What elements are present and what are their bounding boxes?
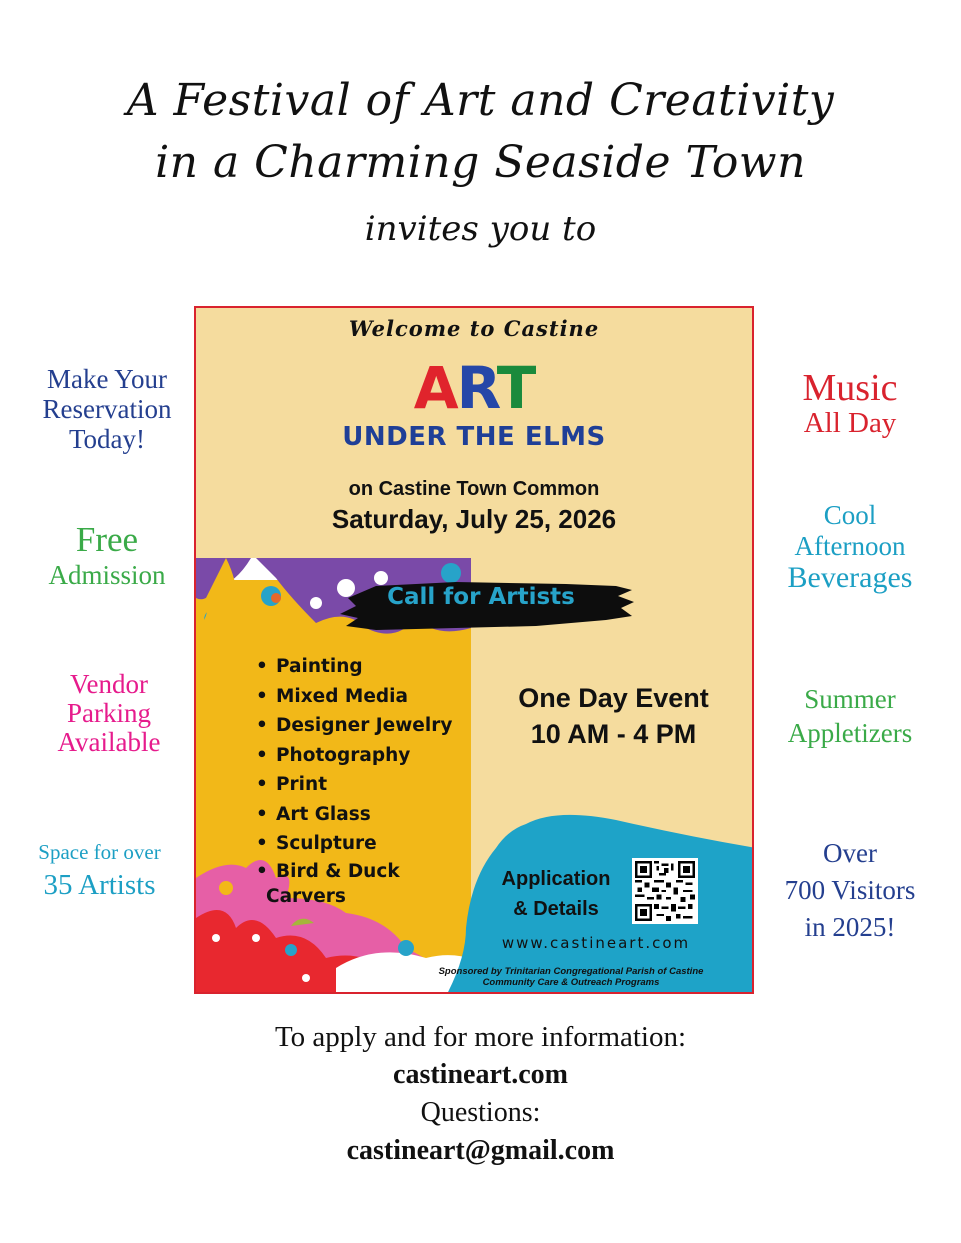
sponsor-line-1: Sponsored by Trinitarian Congregational Parish of Castine [438,966,704,977]
medium-item: • Sculpture [252,829,452,859]
vendor-parking-callout [14,670,204,757]
website-footer-link[interactable]: castineart.com [393,1059,568,1090]
medium-item: • Designer Jewelry [252,711,452,741]
appletizers-label: Appletizers [787,718,913,748]
vendor-line-1: Vendor [70,669,148,699]
artists-count-label: 35 Artists [43,869,156,901]
header [0,70,961,258]
medium-item: • Mixed Media [252,682,452,712]
art-letter-a: A [413,354,457,422]
vendor-line-3: Available [57,727,161,757]
music-callout [755,368,945,438]
beverages-callout [755,500,945,593]
visitors-line-2: 700 Visitors [784,875,916,905]
welcome-heading: Welcome to Castine [348,316,600,341]
reservation-callout [12,364,202,454]
application-line-2: & Details [513,898,599,920]
summer-label: Summer [804,684,896,714]
space-label: Space for over [38,840,161,864]
reservation-line-2: Reservation [42,394,172,424]
apply-info-label: To apply and for more information: [274,1021,687,1053]
header-line-2: in a Charming Seaside Town [155,137,806,188]
header-line-3: invites you to [364,209,597,249]
medium-item: • Painting [252,652,452,682]
event-hours [486,680,741,752]
music-label: Music [802,367,898,409]
vendor-line-2: Parking [67,698,151,728]
qr-code-icon[interactable] [632,858,698,924]
website-link[interactable]: www.castineart.com [501,934,691,952]
mediums-list [252,652,452,909]
medium-item-continuation: Carvers [266,885,346,907]
medium-item: • Bird & Duck [252,859,452,884]
event-location: on Castine Town Common [348,478,600,500]
free-label: Free [75,520,139,559]
medium-item: • Art Glass [252,800,452,830]
event-time: 10 AM - 4 PM [530,719,697,749]
visitors-callout [755,835,945,946]
sponsor-credit [386,966,754,988]
all-day-label: All Day [803,407,897,439]
admission-label: Admission [48,560,166,590]
call-for-artists-heading: Call for Artists [387,584,575,610]
application-details-label [486,864,626,924]
art-letter-r: R [456,354,497,422]
free-admission-callout [12,520,202,590]
visitors-line-3: in 2025! [804,912,896,942]
cool-label: Cool [823,500,877,530]
application-line-1: Application [501,868,611,890]
medium-item: • Photography [252,741,452,771]
afternoon-label: Afternoon [794,531,906,561]
event-date: Saturday, July 25, 2026 [331,504,617,534]
footer-contact [0,1018,961,1170]
reservation-line-3: Today! [68,424,146,454]
email-link[interactable]: castineart@gmail.com [346,1135,615,1166]
reservation-line-1: Make Your [46,364,167,394]
event-subtitle: UNDER THE ELMS [342,422,606,452]
appetizers-callout [755,682,945,750]
questions-label: Questions: [420,1097,541,1128]
art-letter-t: T [496,354,535,422]
event-flyer [194,306,754,994]
beverages-label: Beverages [787,561,913,594]
header-line-1: A Festival of Art and Creativity [126,75,835,126]
event-duration: One Day Event [518,683,709,713]
sponsor-line-2: Community Care & Outreach Programs [482,977,660,988]
visitors-line-1: Over [823,838,877,868]
artist-space-callout [2,838,197,904]
medium-item: • Print [252,770,452,800]
